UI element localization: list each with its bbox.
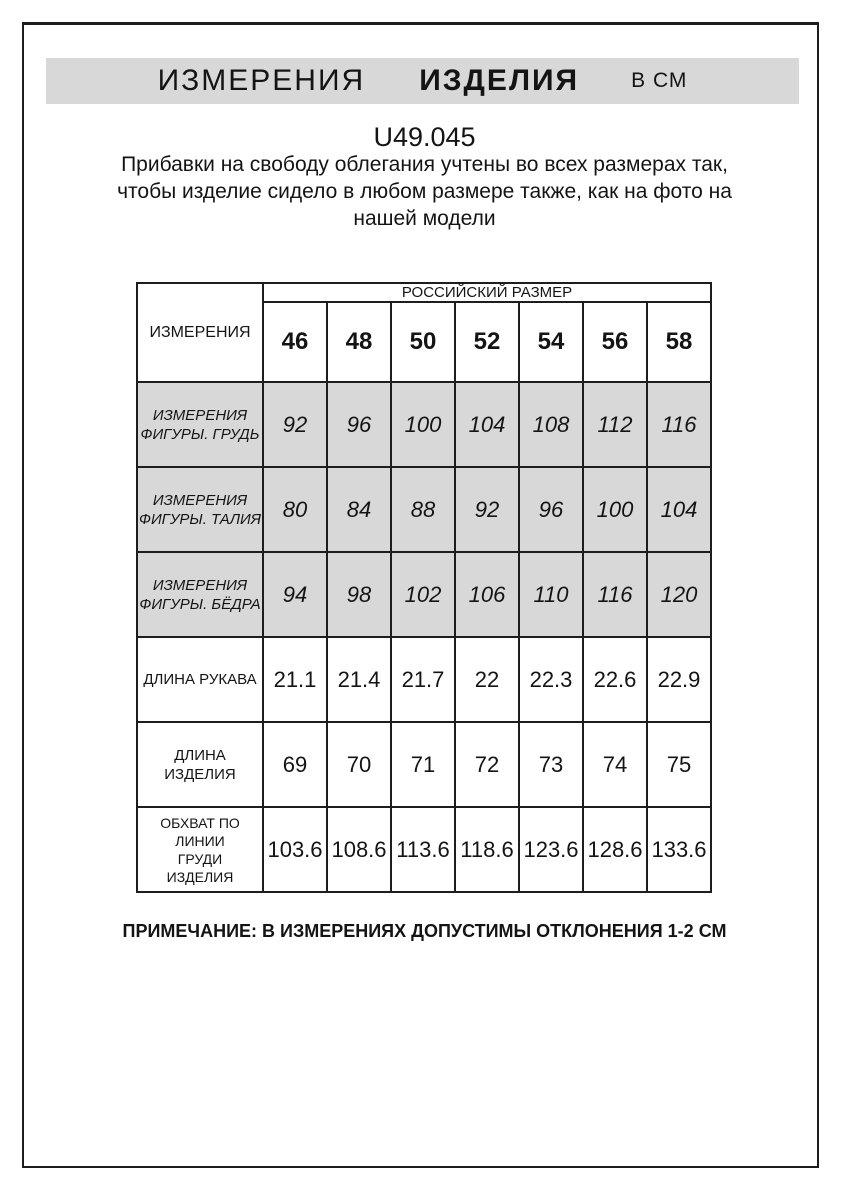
title-unit-label: В СМ (631, 69, 688, 92)
value-cell: 113.6 (391, 807, 455, 892)
table-row (137, 552, 711, 637)
value-cell: 116 (647, 382, 711, 467)
size-table (136, 282, 712, 893)
table-corner-label: ИЗМЕРЕНИЯ (137, 283, 263, 382)
value-cell: 108 (519, 382, 583, 467)
tolerance-note: ПРИМЕЧАНИЕ: В ИЗМЕРЕНИЯХ ДОПУСТИМЫ ОТКЛОНЕНИЯ 1-2 СМ (122, 921, 727, 941)
size-header-cell: 54 (519, 302, 583, 382)
value-cell: 96 (327, 382, 391, 467)
title-banner (46, 58, 799, 104)
value-cell: 104 (455, 382, 519, 467)
table-row (137, 382, 711, 467)
value-cell: 88 (391, 467, 455, 552)
row-label: ИЗМЕРЕНИЯ ФИГУРЫ. ТАЛИЯ (137, 467, 263, 552)
title-word-product: ИЗДЕЛИЯ (419, 64, 580, 97)
value-cell: 69 (263, 722, 327, 807)
value-cell: 92 (455, 467, 519, 552)
value-cell: 96 (519, 467, 583, 552)
row-label: ОБХВАТ ПО ЛИНИИ ГРУДИ ИЗДЕЛИЯ (137, 807, 263, 892)
value-cell: 75 (647, 722, 711, 807)
russian-size-header: РОССИЙСКИЙ РАЗМЕР (263, 283, 711, 302)
value-cell: 128.6 (583, 807, 647, 892)
value-cell: 98 (327, 552, 391, 637)
value-cell: 74 (583, 722, 647, 807)
value-cell: 21.7 (391, 637, 455, 722)
value-cell: 94 (263, 552, 327, 637)
value-cell: 108.6 (327, 807, 391, 892)
value-cell: 21.1 (263, 637, 327, 722)
value-cell: 84 (327, 467, 391, 552)
size-header-cell: 58 (647, 302, 711, 382)
value-cell: 102 (391, 552, 455, 637)
value-cell: 70 (327, 722, 391, 807)
value-cell: 106 (455, 552, 519, 637)
size-header-cell: 52 (455, 302, 519, 382)
value-cell: 21.4 (327, 637, 391, 722)
intro-text (0, 151, 849, 232)
value-cell: 22.6 (583, 637, 647, 722)
group-header-row (137, 283, 711, 302)
size-header-cell: 46 (263, 302, 327, 382)
title-word-measurements: ИЗМЕРЕНИЯ (157, 64, 366, 97)
value-cell: 100 (583, 467, 647, 552)
value-cell: 112 (583, 382, 647, 467)
value-cell: 22 (455, 637, 519, 722)
value-cell: 116 (583, 552, 647, 637)
value-cell: 71 (391, 722, 455, 807)
value-cell: 118.6 (455, 807, 519, 892)
intro-line: Прибавки на свободу облегания учтены во всех размерах так, (121, 153, 728, 176)
row-label: ИЗМЕРЕНИЯ ФИГУРЫ. БЁДРА (137, 552, 263, 637)
value-cell: 100 (391, 382, 455, 467)
value-cell: 22.3 (519, 637, 583, 722)
size-header-cell: 56 (583, 302, 647, 382)
value-cell: 22.9 (647, 637, 711, 722)
table-row (137, 807, 711, 892)
value-cell: 120 (647, 552, 711, 637)
table-row (137, 467, 711, 552)
size-header-cell: 50 (391, 302, 455, 382)
value-cell: 133.6 (647, 807, 711, 892)
table-row (137, 722, 711, 807)
row-label: ДЛИНА ИЗДЕЛИЯ (137, 722, 263, 807)
row-label: ДЛИНА РУКАВА (137, 637, 263, 722)
value-cell: 123.6 (519, 807, 583, 892)
intro-line: чтобы изделие сидело в любом размере также, как на фото на (117, 180, 732, 203)
value-cell: 110 (519, 552, 583, 637)
value-cell: 92 (263, 382, 327, 467)
size-header-cell: 48 (327, 302, 391, 382)
value-cell: 104 (647, 467, 711, 552)
intro-line: нашей модели (353, 207, 496, 230)
row-label: ИЗМЕРЕНИЯ ФИГУРЫ. ГРУДЬ (137, 382, 263, 467)
value-cell: 72 (455, 722, 519, 807)
product-code: U49.045 (373, 122, 476, 152)
value-cell: 103.6 (263, 807, 327, 892)
value-cell: 80 (263, 467, 327, 552)
value-cell: 73 (519, 722, 583, 807)
table-row (137, 637, 711, 722)
